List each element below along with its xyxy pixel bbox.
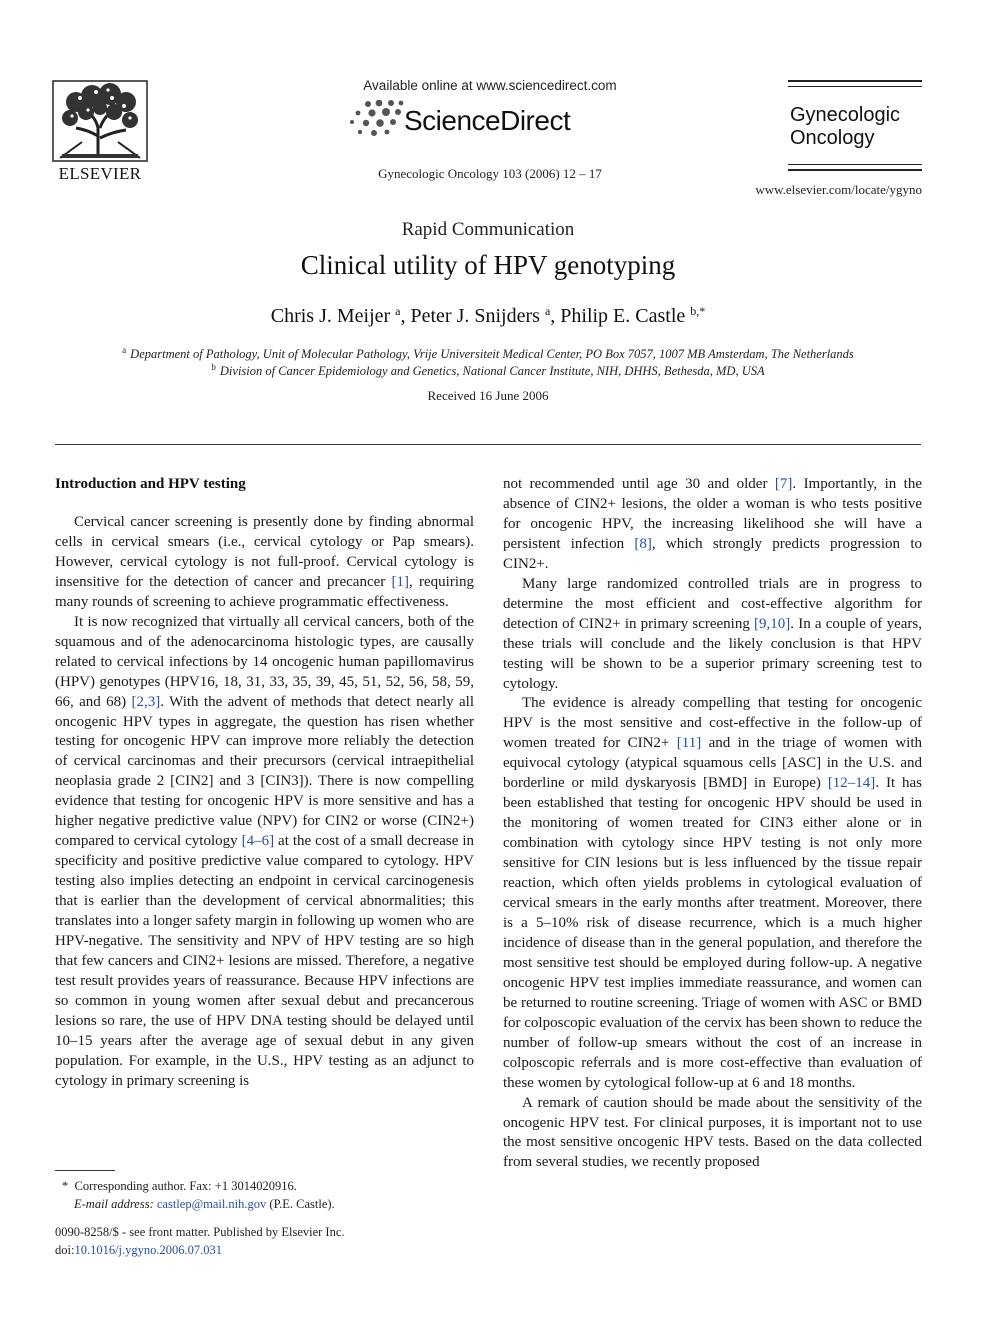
article-title: Clinical utility of HPV genotyping (300, 250, 676, 280)
paragraph-text: Cervical cancer screening is presently done by finding abnormal cells in cervical smears (i.e., cervical cytology or Pap smears). However, cervical cytology is not full-proof. Cervical cytology is insensitive for the detection of cancer and precancer (55, 514, 474, 590)
paragraph-text: . It has been established that testing for oncogenic HPV should be used in the monitoring of women treated for CIN3 either alone or in combination with cytology since HPV testing is not only more sensitive for CIN lesions but is less influenced by the tissue repair reaction, which often yields problems in cytological evaluation of cervical smears in the early months after treatment. Moreover, there is a 5–10% risk of disease recurrence, which is a much higher incidence of disease than in the general population, and therefore the most sensitive test should be employed during follow-up. A negative oncogenic HPV test implies immediate reassurance, and women can be returned to routine screening. Triage of women with ASC or BMD for colposcopic evaluation of the cervix has been shown to reduce the number of follow-up smears without the cost of an increase in colposcopic referrals and is more cost-effective than evaluation of these women by cytological follow-up at 6 and 18 months. (503, 775, 922, 1091)
footnote-divider (55, 1170, 115, 1171)
paragraph-text: and in the triage of women with equivocal cytology (atypical squamous cells [ASC] in the U.S. and borderline or mild dyskaryosis [BMD] in Europe) (503, 735, 922, 792)
header-divider (55, 444, 921, 445)
author-name: Philip E. Castle (560, 305, 686, 327)
body-paragraph (503, 1094, 922, 1174)
paragraph-text: The evidence is already compelling that testing for oncogenic HPV is the most sensitive and cost-effective in the follow-up of women treated for CIN2+ (503, 695, 922, 752)
left-column (55, 513, 474, 1092)
paragraph-text: . Importantly, in the absence of CIN2+ lesions, the older a woman is who tests positive for oncogenic HPV, the increasing likelihood she will have a persistent infection (503, 476, 922, 552)
paragraph-text: Many large randomized controlled trials are in progress to determine the most efficient and cost-effective algorithm for detection of CIN2+ in primary screening (503, 575, 922, 632)
journal-url-link[interactable]: www.elsevier.com/locate/ygyno (755, 182, 922, 197)
publisher-name: ELSEVIER (58, 164, 142, 183)
body-paragraph (503, 475, 922, 575)
available-online-text: Available online at www.sciencedirect.com (363, 78, 617, 93)
affiliation-marker: a (122, 345, 127, 355)
author-separator: , (550, 305, 561, 327)
author-name: Chris J. Meijer (270, 305, 391, 327)
citation-link[interactable]: [1] (391, 573, 410, 590)
right-column (503, 475, 922, 1173)
citation-link[interactable]: [11] (676, 735, 702, 752)
doi-label: doi: (55, 1243, 75, 1257)
author-separator: , (400, 305, 411, 327)
journal-rule-bottom-thin (788, 164, 922, 165)
citation-link[interactable]: [4–6] (241, 833, 275, 850)
citation-link[interactable]: [9,10] (754, 615, 791, 632)
copyright-line: 0090-8258/$ - see front matter. Published by Elsevier Inc. (55, 1225, 345, 1239)
journal-name (790, 104, 900, 150)
citation-link[interactable]: [7] (774, 476, 793, 492)
sciencedirect-logo (348, 100, 598, 140)
body-paragraph (55, 513, 474, 613)
journal-citation: Gynecologic Oncology 103 (2006) 12 – 17 (378, 166, 602, 181)
email-link[interactable]: castlep@mail.nih.gov (156, 1197, 267, 1211)
corresponding-author-text: Corresponding author. Fax: +1 3014020916. (74, 1179, 297, 1193)
paragraph-text: , requiring many rounds of screening to achieve programmatic effectiveness. (55, 573, 474, 610)
citation-link[interactable]: [12–14] (827, 775, 876, 792)
affiliation-text: Division of Cancer Epidemiology and Genetics, National Cancer Institute, NIH, DHHS, Bethesda, MD, USA (219, 364, 765, 378)
journal-title-box (788, 78, 922, 172)
affiliation-marker: b (211, 362, 216, 372)
journal-name-line2: Oncology (790, 127, 875, 149)
affiliation-b (0, 362, 976, 379)
author-affiliation-marker[interactable]: a (544, 304, 551, 318)
paragraph-text: It is now recognized that virtually all cervical cancers, both of the squamous and of the adenocarcinoma histologic types, are causally related to cervical infections by 14 oncogenic human papillomavirus (HPV) genotypes (HPV16, 18, 31, 33, 35, 39, 45, 51, 52, 56, 58, 59, 66, and 68) (55, 613, 474, 710)
journal-name-line1: Gynecologic (790, 104, 901, 126)
email-label: E-mail address: (74, 1197, 154, 1211)
paragraph-text: not recommended until age 30 and older (503, 476, 775, 492)
doi-line (55, 1241, 222, 1259)
paragraph-text: at the cost of a small decrease in specificity and positive predictive value compared to cytology. HPV testing also implies detecting an endpoint in cervical carcinogenesis that is earlier than the development of cervical abnormalities; this translates into a longer safety margin in following up women who are HPV-negative. The sensitivity and NPV of HPV testing are so high that few cancers and CIN2+ lesions are missed. Therefore, a negative test result provides years of reassurance. Because HPV infections are so common in young women after sexual debut and precancerous lesions so rare, the use of HPV DNA testing should be delayed until 10–15 years after the average age of sexual debut in any given population. For example, in the U.S., HPV testing as an adjunct to cytology in primary screening is (55, 833, 474, 1089)
email-note (74, 1195, 335, 1213)
citation-link[interactable]: [2,3] (131, 693, 161, 710)
corresponding-author-note (62, 1177, 297, 1195)
author-list (0, 304, 976, 328)
journal-rule-bottom (788, 169, 922, 171)
body-paragraph (503, 575, 922, 695)
body-paragraph (55, 613, 474, 1092)
doi-link[interactable]: 10.1016/j.ygyno.2006.07.031 (74, 1243, 223, 1257)
paragraph-text: , which strongly predicts progression to CIN2+. (503, 535, 922, 572)
author-affiliation-marker[interactable]: b,* (690, 304, 706, 318)
paragraph-text: . With the advent of methods that detect nearly all oncogenic HPV types in aggregate, the question has risen whether testing for oncogenic HPV can improve more reliably the detection of cervical carcinomas and their precursors (cervical intraepithelial neoplasia grade 2 [CIN2] and 3 [CIN3]). There is now compelling evidence that testing for oncogenic HPV is more sensitive and has a higher negative predictive value (NPV) for CIN2 or worse (CIN2+) compared to cervical cytology (55, 693, 474, 850)
journal-rule-top (788, 80, 922, 82)
elsevier-logo (52, 80, 148, 184)
elsevier-tree-icon (52, 80, 148, 162)
sciencedirect-wordmark: ScienceDirect (404, 105, 571, 136)
article-type: Rapid Communication (401, 219, 575, 240)
footnote-marker: * (62, 1179, 69, 1193)
sciencedirect-dots-icon (348, 100, 404, 140)
section-heading: Introduction and HPV testing (55, 476, 246, 492)
citation-link[interactable]: [8] (634, 535, 652, 552)
affiliation-a (0, 345, 976, 362)
body-paragraph (503, 694, 922, 1093)
paragraph-text: A remark of caution should be made about the sensitivity of the oncogenic HPV test. For clinical purposes, it is important not to use the most sensitive oncogenic HPV tests. Based on the data collected from several studies, we recently proposed (503, 1094, 922, 1171)
journal-rule-top-thin (788, 86, 922, 87)
author-name: Peter J. Snijders (410, 305, 540, 327)
affiliation-text: Department of Pathology, Unit of Molecular Pathology, Vrije Universiteit Medical Center, PO Box 7057, 1007 MB Amsterdam, The Netherlands (130, 347, 854, 361)
email-suffix: (P.E. Castle). (266, 1197, 335, 1211)
paragraph-text: . In a couple of years, these trials will conclude and the likely conclusion is that HPV testing will be shown to be a superior primary screening test to cytology. (503, 615, 923, 692)
received-date: Received 16 June 2006 (427, 388, 549, 403)
author-affiliation-marker[interactable]: a (395, 304, 401, 318)
